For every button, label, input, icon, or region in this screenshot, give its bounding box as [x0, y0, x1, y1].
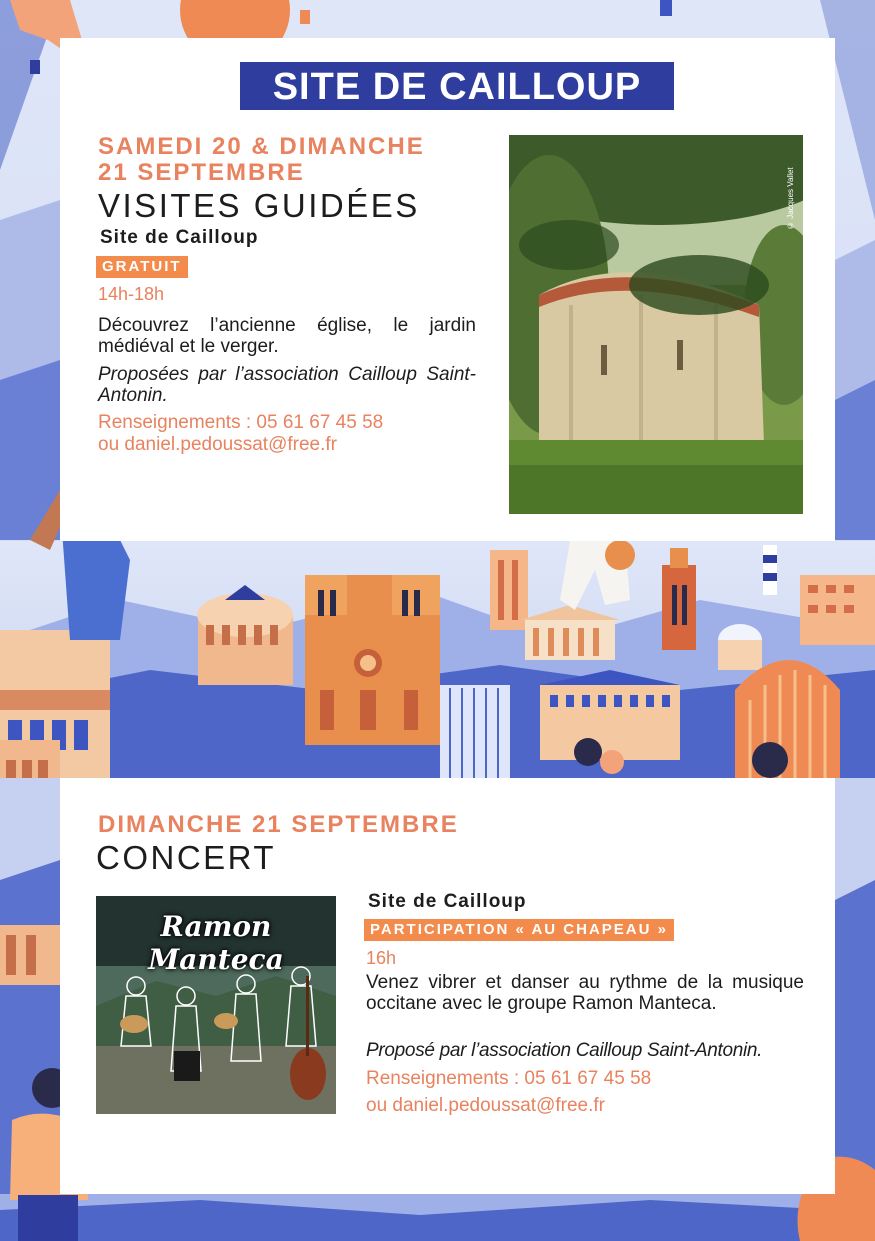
- event1-date-line1: SAMEDI 20 & DIMANCHE: [98, 133, 425, 160]
- event2-contact-email[interactable]: ou daniel.pedoussat@free.fr: [366, 1095, 605, 1116]
- event1-contact-email[interactable]: ou daniel.pedoussat@free.fr: [98, 434, 337, 455]
- event2-date-line: DIMANCHE 21 SEPTEMBRE: [98, 811, 459, 838]
- event2-contact-phone: Renseignements : 05 61 67 45 58: [366, 1068, 652, 1089]
- band-logo: Ramon Manteca: [148, 910, 284, 976]
- event1-organizer: Proposées par l’association Cailloup Saint-Antonin.: [98, 364, 476, 406]
- event1-hours: 14h-18h: [98, 284, 165, 304]
- event1-description: Découvrez l’ancienne église, le jardin médiéval et le verger.: [98, 315, 476, 357]
- event1-contact-phone: Renseignements : 05 61 67 45 58: [98, 412, 384, 433]
- site-title: SITE DE CAILLOUP: [240, 62, 674, 110]
- event1-title: VISITES GUIDÉES: [98, 187, 420, 224]
- event2-title: CONCERT: [96, 839, 277, 876]
- event1-date-line2: 21 SEPTEMBRE: [98, 159, 305, 186]
- band-photo: [96, 896, 336, 1114]
- event2-price-badge: PARTICIPATION « AU CHAPEAU »: [364, 919, 674, 941]
- chapel-photo: [509, 135, 803, 514]
- event2-organizer: Proposé par l’association Cailloup Saint-Antonin.: [366, 1040, 763, 1061]
- event2-description: Venez vibrer et danser au rythme de la musique occitane avec le groupe Ramon Manteca.: [366, 972, 804, 1014]
- event1-price-badge: GRATUIT: [96, 256, 188, 278]
- event2-hours: 16h: [366, 948, 397, 968]
- photo-credit: © Jacques Vallet: [786, 167, 795, 230]
- event1-venue: Site de Cailloup: [100, 227, 259, 248]
- event2-venue: Site de Cailloup: [368, 891, 527, 912]
